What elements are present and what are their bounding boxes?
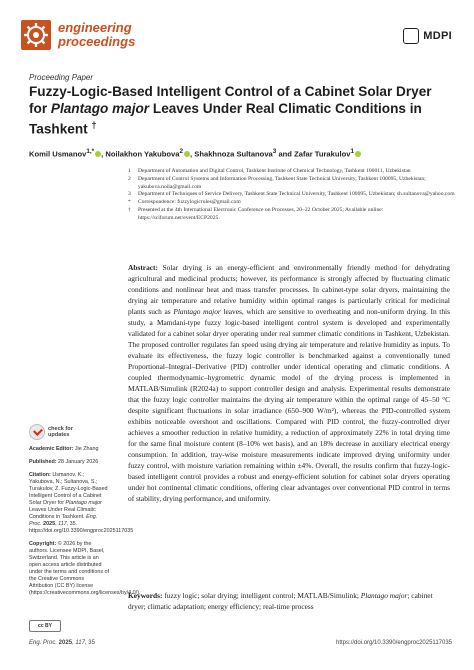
check-updates-icon [29, 424, 45, 440]
mdpi-icon [403, 28, 419, 44]
author-name[interactable]: Zafar Turakulov [294, 149, 351, 159]
citation-doi[interactable]: , 35. https://doi.org/10.3390/engproc2025117035 [29, 521, 134, 534]
author-affil: 1,* [86, 148, 95, 155]
affiliation-text: Department of Control Systems and Information Processing, Tashkent State Technical University, Tashkent 100095, Uzbekistan; yakubova.noila@gmail.com [138, 175, 426, 190]
editor-name: Jie Zhang [73, 446, 99, 452]
affiliation-mark: * [128, 199, 131, 206]
affiliation-item [128, 207, 458, 223]
keywords-label: Keywords: [128, 591, 163, 600]
footer-journal: Eng. Proc. [29, 640, 58, 646]
paper-type: Proceeding Paper [29, 73, 94, 82]
author-affil: 2 [179, 148, 184, 155]
keywords-text-2: ; cabinet dryer; climatic adaptation; energy efficiency; real-time process [128, 591, 433, 611]
footer-citation [29, 640, 95, 646]
correspondence-text[interactable]: Correspondence: fuzzylogicrules@gmail.com [138, 199, 241, 206]
affiliation-mark: 3 [128, 191, 131, 198]
affiliation-item [128, 176, 458, 192]
citation-year: 2025 [41, 521, 56, 527]
affiliation-mark: 1 [128, 168, 131, 174]
check-updates-line2: updates [48, 432, 70, 438]
citation-label: Citation: [29, 472, 51, 478]
citation-text: Leaves Under Real Climatic Conditions in Tashkent. [29, 507, 96, 520]
citation [29, 472, 134, 535]
author-name[interactable]: Shakhnoza Sultanova [194, 149, 273, 159]
gear-icon [21, 20, 51, 50]
footer-sep: , [72, 640, 76, 646]
affiliation-text: Department of Techniques of Service Delivery, Tashkent State Technical University, Tashkent 100095, Uzbekistan; sh.sultanova@yahoo.com [138, 191, 455, 198]
journal-logo [21, 20, 51, 50]
keywords-text-1: fuzzy logic; solar drying; intelligent control; MATLAB/Simulink; [162, 591, 361, 600]
footer-doi-link[interactable]: https://doi.org/10.3390/engproc2025117035 [336, 640, 452, 646]
author-and: and [278, 149, 292, 159]
citation-journal: Eng. Proc. [29, 514, 98, 527]
affiliation-mark: 2 [128, 175, 131, 182]
check-updates-label [48, 426, 73, 438]
published-label: Published: [29, 459, 57, 465]
title-species: Plantago major [50, 100, 150, 116]
abstract-label: Abstract: [128, 263, 158, 272]
keywords [128, 590, 450, 612]
affiliation-mark: † [128, 206, 131, 213]
abstract-species: Plantago major [173, 307, 221, 316]
affiliation-item [128, 168, 458, 176]
author-affil: 1 [350, 148, 355, 155]
orcid-icon[interactable] [355, 151, 361, 157]
check-for-updates-button[interactable] [29, 424, 73, 440]
journal-name-line1: engineering [58, 20, 132, 35]
publisher-name: MDPI [423, 30, 452, 42]
citation-species: Plantago major [65, 500, 102, 506]
cc-license-badge[interactable]: cc BY [29, 620, 61, 632]
published-value: 28 January 2026 [56, 459, 99, 465]
affiliations [128, 168, 458, 223]
title-part2: Leaves Under Real Climatic Conditions in Tashkent [29, 100, 422, 137]
journal-name-line2: proceedings [58, 34, 136, 49]
conference-note: Presented at the 4th International Electronic Conference on Processes, 20–22 October 2025; Available online: https://sciforum.net/event/ECP2025. [138, 206, 384, 221]
citation-text: Usmanov, K.; Yakubova, N.; Sultanova, S.; Turakulov, Z. Fuzzy-Logic-Based Intelligent Control of a Cabinet Solar Dryer for [29, 472, 108, 506]
author-affil: 3 [272, 148, 277, 155]
copyright-text: © 2026 by the authors. Licensee MDPI, Basel, Switzerland. This article is an open access article distributed under the terms and conditions of the Creative Commons Attribution (CC BY) license (https://creativecommons.org/licenses/by/4.0/). [29, 541, 141, 596]
author-name[interactable]: Noilakhon Yakubova [105, 149, 180, 159]
orcid-icon[interactable] [184, 151, 190, 157]
affiliation-text: Department of Automation and Digital Control, Tashkent Institute of Chemical Technology, Tashkent 100011, Uzbekistan [138, 168, 411, 174]
affiliation-item [128, 199, 458, 207]
paper-title [29, 84, 449, 138]
published-date [29, 459, 109, 466]
abstract-text-2: leaves, which are sensitive to overheating and non-uniform drying. In this study, a Mamdani-type fuzzy logic-based intelligent control system is developed and experimentally validated for a cabinet solar dryer operating under real summer climatic conditions in Tashkent, Uzbekistan. The proposed controller regulates fan speed using drying air temperature and relative humidity as inputs. To evaluate its effectiveness, the fuzzy logic controller is benchmarked against a conventionally tuned Proportional–Integral–Derivative (PID) controller under identical operating and climatic conditions. A coupled thermodynamic–hygrometric dynamic model of the drying process is implemented in MATLAB/Simulink (R2024a) to support controller design and analysis. Experimental results demonstrate that the fuzzy logic controller maintains the drying air temperature within the optimal range of 45–50 °C despite significant fluctuations in solar irradiance (650–900 W/m²), whereas the PID-controlled system exhibits noticeable overshoot and oscillations. Compared with PID control, the fuzzy-controlled dryer achieves a smoother reduction in relative humidity, a reduction of approximately 22% in total drying time for the same final moisture content (8–10% wet basis), and an 18% decrease in auxiliary electrical energy consumption. In addition, tray-wise moisture measurements indicate improved drying uniformity under fuzzy control, with moisture variation remaining within ±4%. Overall, the results confirm that fuzzy-logic-based intelligent control provides a robust and energy-efficient solution for cabinet solar dryers operating under hot continental climatic conditions, offering clear advantages over conventional PID control in terms of stability, drying performance, and uniformity. [128, 307, 450, 503]
keywords-species: Plantago major [360, 591, 408, 600]
title-mark: † [91, 120, 97, 130]
author-list: Komil Usmanov$^{1,*}$ , Noilakhon Yakubova$^2$ , Shakhnoza Sultanova$^3$ and Zafar Turakulov$^1$ [29, 148, 449, 159]
check-updates-line1: check for [48, 425, 73, 432]
editor-label: Academic Editor: [29, 446, 74, 452]
publisher-logo [403, 28, 452, 44]
article-info-sidebar [29, 446, 141, 603]
abstract-text-1: Solar drying is an energy-efficient and environmentally friendly method for dehydrating agricultural and medicinal products; however, its performance is strongly affected by fluctuating climatic conditions and nonlinear heat and mass transfer processes. In cabinet-type solar dryers, maintaining the drying air temperature and relative humidity within optimal ranges is particularly critical for medicinal plants such as [128, 263, 450, 316]
footer-article: , 35 [84, 640, 95, 646]
copyright [29, 541, 141, 597]
title-part1: Fuzzy-Logic-Based Intelligent Control of a Cabinet Solar Dryer for [29, 84, 432, 116]
footer-year: 2025 [57, 640, 73, 646]
citation-text: , [55, 521, 59, 527]
citation-volume: 117 [58, 521, 67, 527]
author-name[interactable]: Komil Usmanov [29, 149, 87, 159]
footer-volume: 117 [75, 640, 85, 646]
academic-editor [29, 446, 109, 453]
abstract [128, 262, 450, 504]
copyright-label: Copyright: [29, 541, 57, 547]
orcid-icon[interactable] [95, 151, 101, 157]
